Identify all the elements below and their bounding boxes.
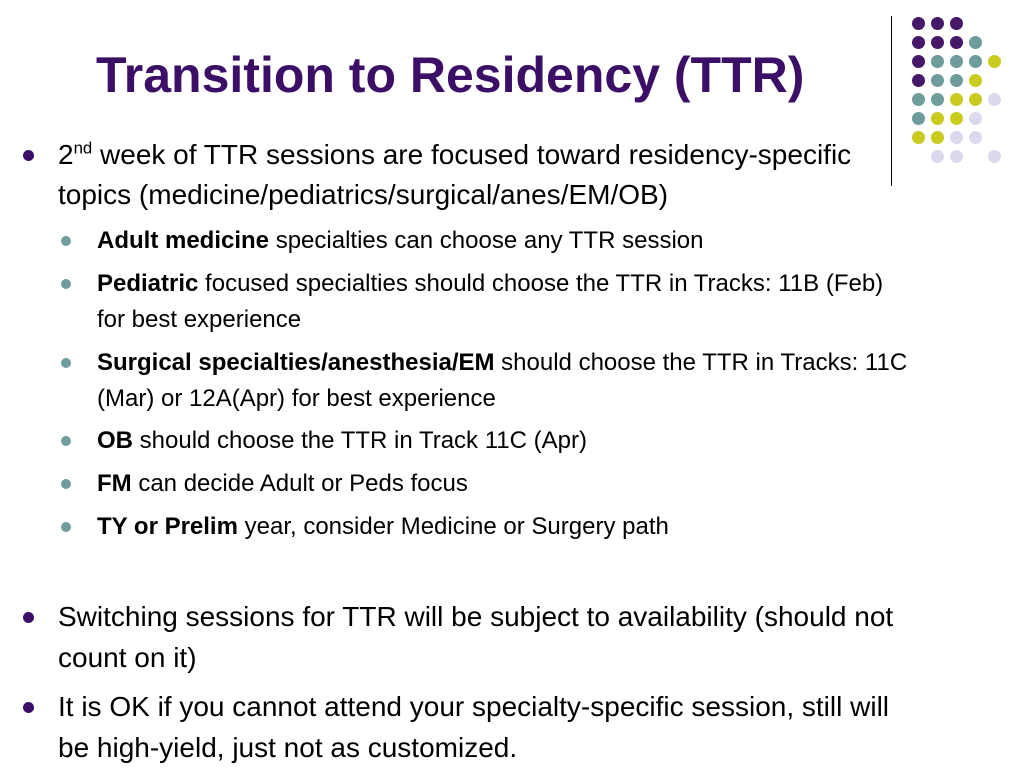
- bullet-2-text: Switching sessions for TTR will be subject to availability (should not: [58, 601, 894, 632]
- decorative-dot: [950, 36, 963, 49]
- decorative-dot: [931, 36, 944, 49]
- sub-bullet-dot-icon: [61, 279, 71, 289]
- sub-bullet-dot-icon: [61, 479, 71, 489]
- slide-title: Transition to Residency (TTR): [96, 47, 805, 103]
- decorative-dot: [969, 93, 982, 106]
- decorative-dot: [912, 55, 925, 68]
- sub-bullet-ty-prelim: [97, 509, 669, 545]
- bullet-dot-icon: [23, 612, 34, 623]
- decorative-dot: [931, 150, 944, 163]
- bullet-1-text: week of TTR sessions are focused toward residency-specific: [92, 139, 852, 170]
- bullet-dot-icon: [23, 150, 34, 161]
- sub-bullet-continuation-text: for best experience: [97, 306, 302, 333]
- bullet-3-line-2: [58, 728, 517, 768]
- decorative-dot: [988, 93, 1001, 106]
- bullet-1-line-1: [58, 135, 851, 175]
- sub-bullet-text: should choose the TTR in Track 11C (Apr): [133, 427, 587, 454]
- sub-bullet-bold-label: Adult medicine: [97, 227, 270, 254]
- decorative-dot: [931, 74, 944, 87]
- sub-bullet-adult-medicine: [97, 223, 703, 259]
- bullet-1-continuation: topics (medicine/pediatrics/surgical/anes/EM/OB): [58, 179, 669, 210]
- decorative-dot: [969, 55, 982, 68]
- decorative-dot: [950, 150, 963, 163]
- decorative-dot: [931, 131, 944, 144]
- sub-bullet-text: year, consider Medicine or Surgery path: [237, 513, 669, 540]
- bullet-1-ordinal-number: 2: [58, 139, 74, 170]
- sub-bullet-surgical: [97, 345, 907, 381]
- bullet-1-ordinal-suffix: nd: [73, 138, 93, 158]
- decorative-dot: [950, 17, 963, 30]
- decorative-dot: [988, 150, 1001, 163]
- decorative-dot: [912, 93, 925, 106]
- decorative-dot: [969, 36, 982, 49]
- sub-bullet-bold-label: FM: [97, 470, 132, 497]
- sub-bullet-bold-label: Pediatric: [97, 270, 199, 297]
- bullet-2-line-1: [58, 597, 893, 637]
- sub-bullet-bold-label: Surgical specialties/anesthesia/EM: [97, 349, 495, 376]
- decorative-dot: [912, 112, 925, 125]
- decorative-dot: [950, 112, 963, 125]
- bullet-dot-icon: [23, 702, 34, 713]
- sub-bullet-pediatric: [97, 266, 883, 302]
- sub-bullet-dot-icon: [61, 236, 71, 246]
- decorative-dot: [912, 36, 925, 49]
- decorative-dot: [912, 17, 925, 30]
- decorative-dot: [950, 131, 963, 144]
- bullet-3-text: It is OK if you cannot attend your specialty-specific session, still will: [58, 691, 890, 722]
- sub-bullet-text: specialties can choose any TTR session: [269, 227, 704, 254]
- decorative-dot: [912, 131, 925, 144]
- decorative-dot: [950, 55, 963, 68]
- title-divider-line: [891, 16, 892, 186]
- decorative-dot: [969, 131, 982, 144]
- sub-bullet-text: should choose the TTR in Tracks: 11C: [494, 349, 908, 376]
- decorative-dot: [950, 74, 963, 87]
- sub-bullet-surgical-continuation: [97, 381, 496, 417]
- bullet-3-line-1: [58, 687, 889, 727]
- sub-bullet-bold-label: TY or Prelim: [97, 513, 238, 540]
- bullet-3-continuation: be high-yield, just not as customized.: [58, 732, 518, 763]
- decorative-dot: [931, 93, 944, 106]
- decorative-dot: [912, 74, 925, 87]
- decorative-dot: [931, 17, 944, 30]
- sub-bullet-continuation-text: (Mar) or 12A(Apr) for best experience: [97, 385, 496, 412]
- decorative-dot: [969, 74, 982, 87]
- decorative-dot: [988, 55, 1001, 68]
- sub-bullet-text: focused specialties should choose the TTR in Tracks: 11B (Feb): [198, 270, 884, 297]
- sub-bullet-bold-label: OB: [97, 427, 133, 454]
- bullet-1-line-2: [58, 175, 668, 215]
- decorative-dot: [931, 55, 944, 68]
- decorative-dot: [931, 112, 944, 125]
- sub-bullet-ob: [97, 423, 587, 459]
- sub-bullet-pediatric-continuation: [97, 302, 301, 338]
- decorative-dot: [950, 93, 963, 106]
- sub-bullet-fm: [97, 466, 468, 502]
- bullet-2-line-2: [58, 638, 197, 678]
- sub-bullet-dot-icon: [61, 358, 71, 368]
- sub-bullet-dot-icon: [61, 522, 71, 532]
- bullet-2-continuation: count on it): [58, 642, 197, 673]
- decorative-dot: [969, 112, 982, 125]
- sub-bullet-dot-icon: [61, 436, 71, 446]
- sub-bullet-text: can decide Adult or Peds focus: [131, 470, 468, 497]
